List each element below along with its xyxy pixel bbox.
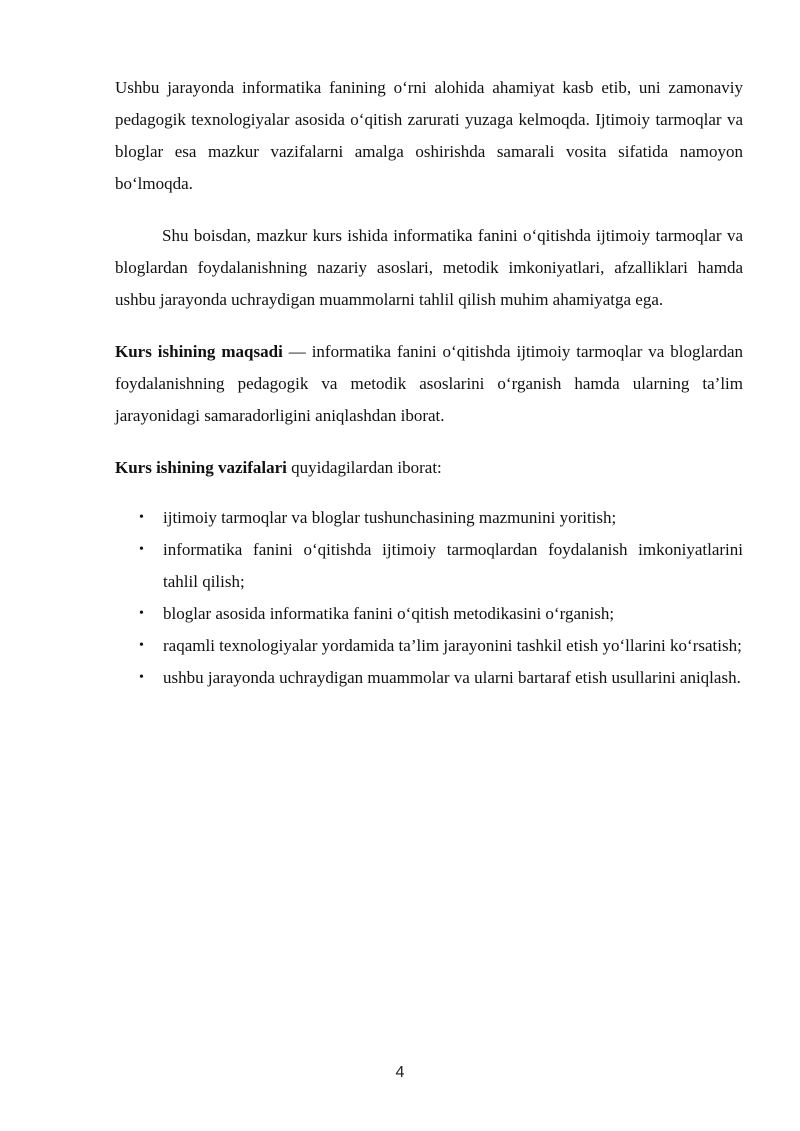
list-item bbox=[115, 630, 743, 662]
intro-paragraph: Ushbu jarayonda informatika fanining o‘rni alohida ahamiyat kasb etib, uni zamonaviy pedagogik texnologiyalar asosida o‘qitish zarurati yuzaga kelmoqda. Ijtimoiy tarmoqlar va bloglar esa mazkur vazifalarni amalga oshirishda samarali vosita sifatida namoyon bo‘lmoqda. bbox=[115, 78, 743, 193]
list-item bbox=[115, 662, 743, 694]
list-item-text: ushbu jarayonda uchraydigan muammolar va ularni bartaraf etish usullarini aniqlash. bbox=[163, 668, 741, 687]
goal-label: Kurs ishining maqsadi bbox=[115, 342, 283, 361]
tasks-intro-text: quyidagilardan iborat: bbox=[286, 458, 442, 477]
list-item bbox=[115, 502, 743, 534]
list-item-text: raqamli texnologiyalar yordamida ta’lim jarayonini tashkil etish yo‘llarini ko‘rsatish; bbox=[163, 636, 742, 655]
page-number: 4 bbox=[395, 1064, 405, 1081]
goal-paragraph bbox=[115, 336, 743, 432]
relevance-paragraph: Shu boisdan, mazkur kurs ishida informatika fanini o‘qitishda ijtimoiy tarmoqlar va bloglardan foydalanishning nazariy asoslari, metodik imkoniyatlari, afzalliklari hamda ushbu jarayonda uchraydigan muammolarni tahlil qilish muhim ahamiyatga ega. bbox=[115, 226, 743, 309]
list-item-text: bloglar asosida informatika fanini o‘qitish metodikasini o‘rganish; bbox=[163, 604, 615, 623]
list-item-text: informatika fanini o‘qitishda ijtimoiy tarmoqlardan foydalanish imkoniyatlarini tahlil qilish; bbox=[163, 540, 743, 591]
page-content bbox=[115, 72, 743, 694]
tasks-label: Kurs ishining vazifalari bbox=[115, 458, 287, 477]
bullet-icon: • bbox=[139, 510, 144, 525]
list-item bbox=[115, 534, 743, 598]
tasks-heading bbox=[115, 452, 743, 484]
tasks-list bbox=[115, 502, 743, 694]
bullet-icon: • bbox=[139, 638, 144, 653]
goal-text: — informatika fanini o‘qitishda ijtimoiy tarmoqlar va bloglardan foydalanishning pedagogik va metodik asoslarini o‘rganish hamda ularning ta’lim jarayonidagi samaradorligini aniqlashdan iborat. bbox=[115, 342, 743, 425]
list-item bbox=[115, 598, 743, 630]
bullet-icon: • bbox=[139, 542, 144, 557]
bullet-icon: • bbox=[139, 606, 144, 621]
list-item-text: ijtimoiy tarmoqlar va bloglar tushunchasining mazmunini yoritish; bbox=[163, 508, 617, 527]
bullet-icon: • bbox=[139, 670, 144, 685]
